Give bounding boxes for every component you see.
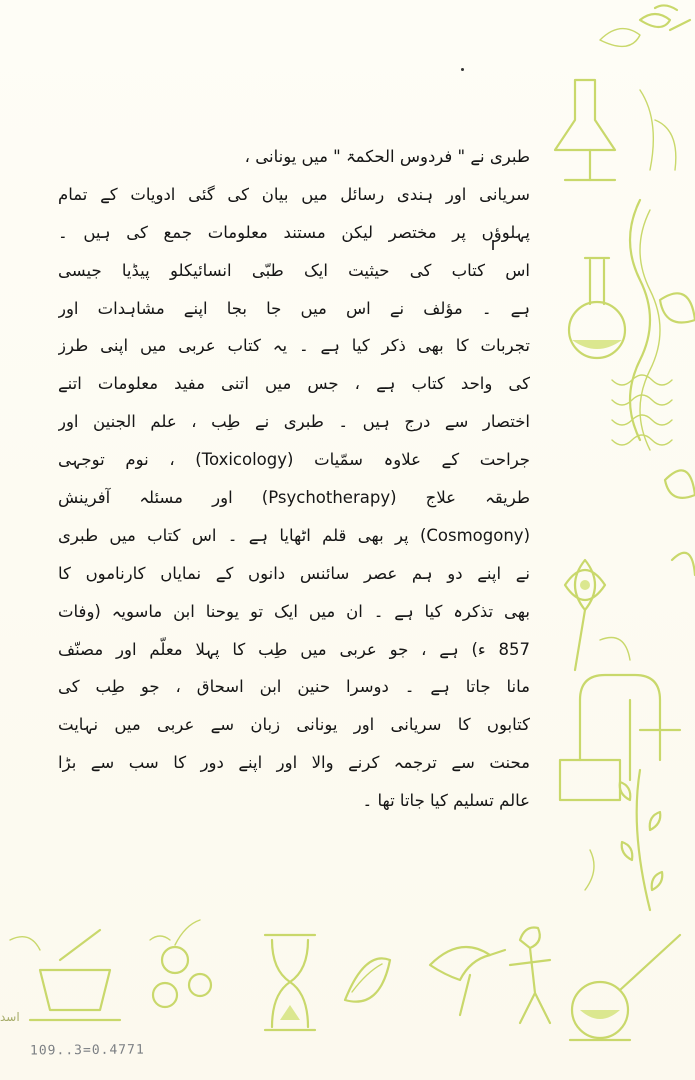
text-line: جراحت کے علاوہ سمّیات (Toxicology) ، نوم توجہی xyxy=(58,450,530,470)
figure-illustration xyxy=(510,928,550,1024)
text-line: عالم تسلیم کیا جاتا تھا ۔ xyxy=(362,791,530,811)
flower-illustration-middle xyxy=(565,560,630,670)
distillation-apparatus-illustration xyxy=(560,675,680,800)
stray-dot-mark xyxy=(461,68,464,71)
flower-illustration-top xyxy=(600,5,690,46)
text-line: (Cosmogony) پر بھی قلم اٹھایا ہے ۔ اس کتاب میں طبری xyxy=(58,525,530,545)
text-line: اختصار سے درج ہیں ۔ طبری نے طِب ، علم الجنین اور xyxy=(58,412,530,432)
corner-fragment-text: اسد xyxy=(0,1010,20,1024)
text-line: ہے ۔ مؤلف نے اس میں جا بجا اپنے مشاہدات اور xyxy=(58,298,530,318)
bird-illustration xyxy=(430,947,505,1015)
leaf-illustration-right xyxy=(660,293,695,575)
text-line: طبری نے " فردوس الحکمۃ " میں یونانی ، xyxy=(244,147,530,166)
mortar-illustration xyxy=(10,930,120,1020)
round-flask-illustration xyxy=(569,258,625,358)
text-line: محنت سے ترجمہ کرنے والا اور اپنے دور کا سب سے بڑا xyxy=(58,753,530,773)
text-line: سریانی اور ہندی رسائل میں بیان کی گئی ادویات کے تمام xyxy=(58,184,530,204)
text-line: کی واحد کتاب ہے ، جس میں اتنی مفید معلومات اتنے xyxy=(58,374,530,394)
seed-pod-illustration xyxy=(345,958,390,1001)
text-line: پہلوؤں پر مختصر لیکن مستند معلومات جمع کی ہیں ۔ xyxy=(58,222,530,242)
page-code: 109..3=0.4771 xyxy=(29,1042,145,1059)
text-line: اس کتاب کی حیثیت ایک طبّی انسائیکلو پیڈیا جیسی xyxy=(58,260,530,280)
text-line: 857 ء) ہے ، جو عربی میں طِب کا پہلا معلّم اور مصنّف xyxy=(58,639,530,659)
wheat-illustration-right xyxy=(585,770,662,910)
retort-illustration xyxy=(570,935,680,1040)
text-line: تجربات کا بھی ذکر کیا ہے ۔ یہ کتاب عربی میں اپنی طرز xyxy=(58,336,530,356)
flask-illustration-upper xyxy=(555,80,676,180)
twisted-vine-illustration xyxy=(612,200,672,450)
hourglass-illustration xyxy=(265,935,315,1030)
text-line: نے اپنے دو ہم عصر سائنس دانوں کے نمایاں کارناموں کا xyxy=(58,563,530,583)
text-line: طریقہ علاج (Psychotherapy) اور مسئلہ آفرینش xyxy=(58,488,530,508)
text-line: کتابوں کا سریانی اور یونانی زبان سے عربی میں نہایت xyxy=(58,715,530,735)
text-line: بھی تذکرہ کیا ہے ۔ ان میں ایک تو یوحنا ابن ماسویہ (وفات xyxy=(58,601,530,621)
text-line: مانا جاتا ہے ۔ دوسرا حنین ابن اسحاق ، جو طِب کی xyxy=(58,677,530,697)
urdu-body-text xyxy=(58,138,530,820)
berries-illustration xyxy=(150,920,211,1007)
